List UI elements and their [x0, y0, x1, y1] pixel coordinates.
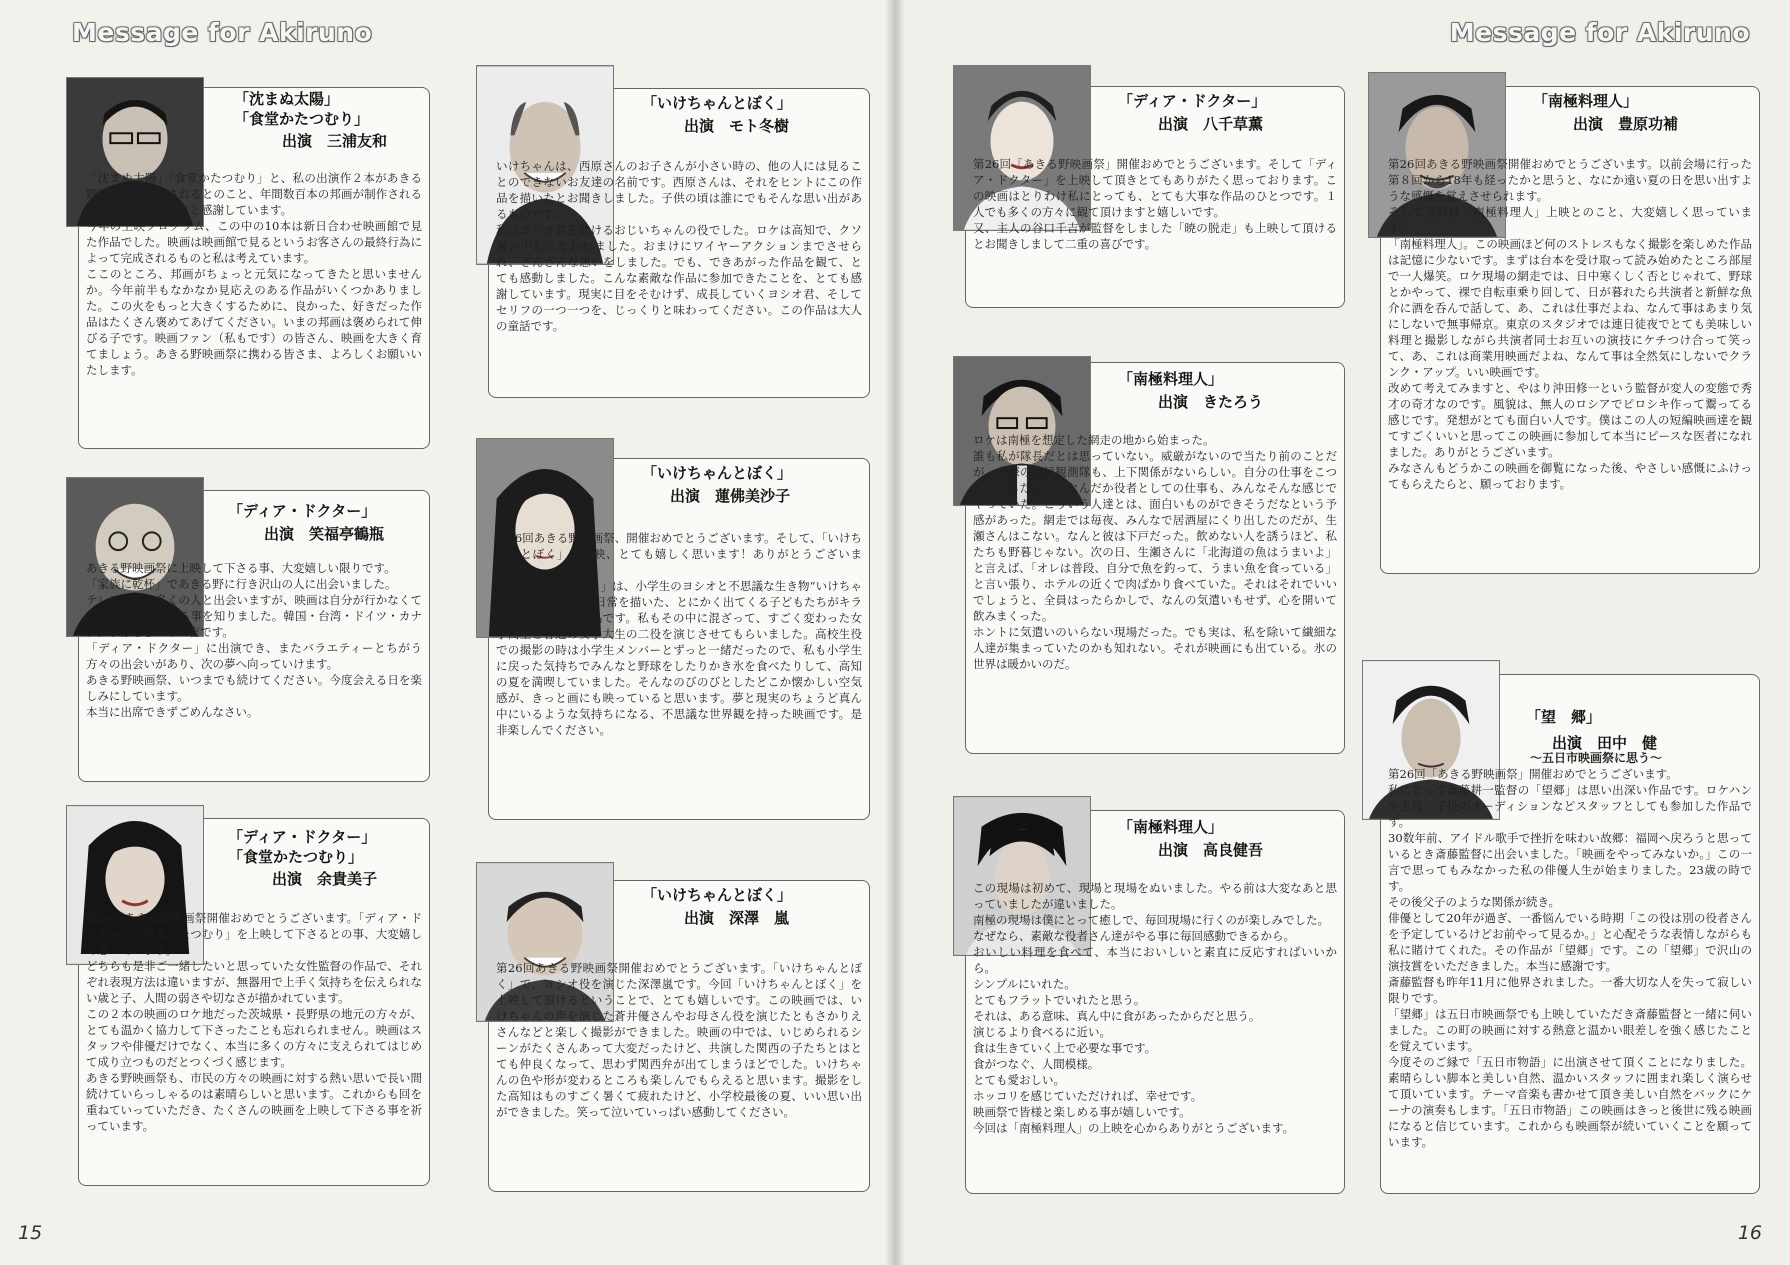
actor-name-tanaka: 出演 田中 健: [1552, 733, 1658, 752]
film-title-fukazawa: 「いけちゃんとぼく」: [642, 886, 793, 904]
message-text-hasumi: 第26回あきる野映画祭、開催おめでとうございます。そして、「いけちゃんとぼく」の上映、とても嬉しく思います！ありがとうございます。 「いけちゃんとぼく」は、小学生のヨシオと不思議な生き物“いけちゃん”を中心に様々な日常を描いた、とにかく出てくる子どもたちがキラキラ輝いている作品です。私もその中に混ざって、すごく変わった女子高生と普通の女子大生の二役を演じさせてもらいました。高校生役での撮影の時は小学生メンバーとずっと一緒だったので、私も小学生に戻った気持ちでみんなと野球をしたりかき氷を食べたりして、高知の夏を満喫していました。そんなのびのびとしたどこか懐かしい空気感が、きっと画にも映っていると思います。夢と現実のちょうど真ん中にいるような気持ちになる、不思議な世界観を持った映画です。是非楽しんでください。: [496, 531, 862, 737]
title-block-toyohara: [1533, 92, 1753, 134]
message-text-yachigusa: 第26回「あきる野映画祭」開催おめでとうございます。そして「ディア・ドクター」を上映して頂きとてもありがたく思っております。この映画はとりわけ私にとっても、とても大事な作品のひとつです。１人でも多くの方々に観て頂けますと嬉しいです。 又、主人の谷口千吉が監督をしました「暁の脱走」も上映して頂けるとお聞きしまして二重の喜びです。: [973, 157, 1337, 251]
title-block-hasumi: [642, 464, 862, 506]
title-block-kitaro: [1118, 370, 1338, 412]
message-text-shofukutei: あきる野映画祭に上映して下さる事、大変嬉しい限りです。 「家族に乾杯」であきる野に行き沢山の人に出会いました。 テレビ番組も多くの人と出会いますが、映画は自分が行かなくても世界を飛びまわる事を知りました。韓国・台湾・ドイツ・カナダ、すばらしいの一言です。 「ディア・ドクター」に出演でき、またバラエティーとちがう方々の出会いがあり、次の夢へ向っていけます。 あきる野映画祭、いつまでも続けてください。今度会える日を楽しみにしています。 本当に出席できずごめんなさい。: [86, 561, 422, 719]
message-text-yoki: 第26回あきる野映画祭開催おめでとうございます。「ディア・ドクター」・「食堂かたつむり」を上映して下さるとの事、大変嬉しく思っています。 どちらも是非ご一緒したいと思っていた女性監督の作品で、それぞれ表現方法は違いますが、無器用で上手く気持ちを伝えられない歳と子、人間の弱さや切なさが描かれています。 この２本の映画のロケ地だった茨城県・長野県の地元の方々が、とても温かく協力して下さったことも忘れられません。映画はスタッフや俳優だけでなく、本当に多くの方々に支えられてはじめて成り立つものだとつくづく感じます。 あきる野映画祭も、市民の方々の映画に対する熱い思いで長い間続けていらっしゃるのは素晴らしいと思います。これからも回を重ねていっていただき、たくさんの映画を上映して下さる事を祈っています。: [86, 911, 422, 1133]
title-block-miura: [234, 90, 424, 152]
actor-name-fukazawa: 出演 深澤 嵐: [684, 908, 790, 927]
left-page-header: Message for Akiruno: [72, 18, 373, 47]
title-block-moto: [642, 94, 862, 136]
message-body-tanaka: 第26回「あきる野映画祭」開催おめでとうございます。 私にとって斎藤耕一監督の「望郷」は思い出深い作品です。ロケハンや主役・子役のオーディションなどスタッフとしても参加した作品です。 30数年前、アイドル歌手で挫折を味わい故郷：福岡へ戻ろうと思っているとき斎藤監督に出会いました。「映画をやってみないか。」この一言で思ってもみなかった私の俳優人生が始まりました。23歳の時です。 その後父子のような関係が続き。 俳優として20年が過ぎ、一番悩んでいる時期「この役は別の役者さんを予定しているけどお前やって見るか。」と心配そうな表情しながらも私に賭けてくれた。その作品が「望郷」です。この「望郷」で沢山の演技賞をいただきました。本当に感謝です。 斎藤監督も昨年11月に他界されました。一番大切な人を失って寂しい限りです。 「望郷」は五日市映画祭でも上映していただき斎藤監督と一緒に伺いました。この町の映画に対する熱意と温かい眼差しを強く感じたことを覚えています。 今度そのご縁で「五日市物語」に出演させて頂くことになりました。素晴らしい脚本と美しい自然、温かいスタッフに囲まれ楽しく演らせて頂いています。テーマ音楽も書かせて頂き美しい自然をバックにケーナの演奏もします。「五日市物語」この映画はきっと後世に残る映画になると信じています。これからも映画祭が続いていくことを願っています。: [1388, 767, 1752, 1149]
message-text-tanaka: [1388, 734, 1752, 1188]
title-block-yachigusa: [1118, 92, 1338, 134]
actor-name-moto: 出演 モト冬樹: [684, 116, 790, 135]
title-block-kora: [1118, 818, 1338, 860]
title-block-yoki: [228, 828, 423, 890]
film-title-kitaro: 「南極料理人」: [1118, 370, 1224, 388]
page-gutter: [885, 0, 905, 1265]
message-text-miura: 「沈まぬ太陽」「食堂かたつむり」と、私の出演作２本があきる野映画祭で上映されるとのこと、年間数百本の邦画が制作される中、大変光栄なことと感謝しています。 今年の上映プログラム、この中の10本は新日合わせ映画館で見た作品でした。映画は映画館で見るというお客さんの最終行為によって完成されるものと私は考えています。 ここのところ、邦画がちょっと元気になってきたと思いませんか。今年前半もなかなか見応えのある作品がいくつかありました。この火をもっと大きくするために、良かった、好きだった作品はたくさん褒めてあげてください。いまの邦画は褒められて伸びる子です。映画ファン（私もです）の皆さん、映画を大きく育てましょう。あきる野映画祭に携わる皆さま、よろしくお願いいたします。: [86, 171, 422, 377]
actor-name-shofukutei: 出演 笑福亭鶴瓶: [264, 524, 385, 543]
message-text-moto: いけちゃんは、西原さんのお子さんが小さい時の、他の人には見ることのできないお友達の名前です。西原さんは、それをヒントにこの作品を描いたとお聞きしました。子供の頃は誰にでもそんな思い出があるものです。 私はヨシオ君を助けるおじいちゃんの役でした。ロケは高知で、クソ暑い中おこなわれました。おまけにワイヤーアクションまでさせられ、さんざんな思いをしました。でも、できあがった作品を観て、とても感動しました。こんな素敵な作品に参加できたことを、とても感謝しています。現実に目をそむけず、成長していくヨシオ君、そしてセリフの一つ一つを、じっくりと味わってください。この作品は大人の童話です。: [496, 159, 862, 333]
right-page-header: Message for Akiruno: [1449, 18, 1750, 47]
actor-name-hasumi: 出演 蓮佛美沙子: [670, 486, 791, 505]
film-title-yoki: 「ディア・ドクター」 「食堂かたつむり」: [228, 828, 377, 866]
message-text-fukazawa: 第26回あきる野映画祭開催おめでとうございます。「いけちゃんとぼく」で、ヨシオ役を演じた深澤嵐です。今回「いけちゃんとぼく」を上映して頂けるということで、とても嬉しいです。この映画では、いけちゃんの声を演じた蒼井優さんやお母さん役を演じたともさかりえさんなどと楽しく撮影ができました。映画の中では、いじめられるシーンがたくさんあって大変だったけど、共演した関西の子たちとはとても仲良くなって、思わず関西弁が出てしまうほどでした。いけちゃんの色や形が変わるところも楽しんでもらえると思います。撮影をした高知はものすごく暑くて疲れたけど、小学校最後の夏、いい思い出ができました。笑って泣いていっぱい感動してください。: [496, 961, 862, 1119]
actor-name-toyohara: 出演 豊原功補: [1573, 114, 1679, 133]
message-text-kora: この現場は初めて、現場と現場をぬいました。やる前は大変なあと思っていましたが違いました。 南極の現場は僕にとって癒しで、毎回現場に行くのが楽しみでした。 なぜなら、素敵な役者さん達がやる事に毎回感動できるから。 おいしい料理を食べて、本当においしいと素直に反応すればいいから。 シンプルにいれた。 とてもフラットでいれたと思う。 それは、ある意味、真ん中に食があったからだと思う。 演じるより食べるに近い。 食は生きていく上で必要な事です。 食がつなぐ、人間模様。 とても愛おしい。 ホッコリを感じていただければ、幸せです。 映画祭で皆様と楽しめる事が嬉しいです。 今回は「南極料理人」の上映を心からありがとうございます。: [973, 881, 1337, 1135]
page-number-right: 16: [1737, 1222, 1762, 1244]
actor-name-miura: 出演 三浦友和: [282, 132, 388, 150]
film-title-yachigusa: 「ディア・ドクター」: [1118, 92, 1267, 110]
title-block-fukazawa: [642, 886, 862, 928]
subtitle-tanaka: 〜五日市映画祭に思う〜: [1530, 751, 1663, 765]
film-title-kora: 「南極料理人」: [1118, 818, 1224, 836]
actor-name-yoki: 出演 余貴美子: [272, 870, 378, 888]
message-text-toyohara: 第26回あきる野映画祭開催おめでとうございます。以前会場に行った第８回から18年も経ったかと思うと、なにか遠い夏の日を思い出すような感慨を覚えさせられます。 そして今回は「南極料理人」上映とのこと、大変嬉しく思っています。 「南極料理人」。この映画ほど何のストレスもなく撮影を楽しめた作品は記憶に少ないです。まずは台本を受け取って読み始めたところ部屋で一人爆笑。ロケ現場の網走では、日中寒くしく否とじゃれて、野球とかやって、裸で自転車乗り回して、日が暮れたら共演者と新鮮な魚介に酒を呑んで話して、あ、これは仕事だよね、なんて事はあまり気にしないで無事帰京。東京のスタジオでは連日徒夜でとても美味しい料理と撮影しながら共演者同士お互いの演技にケチつけ合って笑って、あ、これは商業用映画だよね、なんて事は全然気にしないでクランク・アップ。いい映画です。 改めて考えてみますと、やはり沖田修一という監督が変人の変態で秀才の奇才なのです。風貌は、無人のロシアでピロシキ作って鬻ってる感じです。発想がとても面白い人です。僕はこの人の短編映画達を観てすごくいいと思ってこの映画に参加して本当にピースな医者になれました。ありがとうございます。 みなさんもどうかこの映画を御覧になった後、やさしい感慨にふけってもらえたらと、願っております。: [1388, 157, 1752, 491]
film-title-moto: 「いけちゃんとぼく」: [642, 94, 793, 112]
film-title-tanaka: 「望 郷」: [1526, 708, 1602, 726]
message-text-kitaro: ロケは南極を想定した網走の地から始まった。 誰も私が隊長だとは思っていない。威厳がないので当たり前のことだが、実際の南極観測隊も、上下関係がないらしい。自分の仕事をこつこつやるだけだ。なんだか役者としての仕事も、みんなそんな感じでやっていた。こういう人達とは、面白いものができそうだなという予感があった。網走では毎夜、みんなで居酒屋にくり出したのだが、生瀬さんはこない。なんと彼は下戸だった。飲めない人を誘うほど、私たちも野暮じゃない。次の日、生瀬さんに「北海道の魚はうまいよ」と言えば、「オレは普段、自分で魚を釣って、うまい魚を食っている」と言い張り、ホテルの近くで肉ばかり食べていた。それはそれでいいでしょうと、全員はったらかしで、なんの気遣いもせず、心を開いて飲みまくった。 ホントに気遣いのいらない現場だった。でも実は、私を除いて繊細な人達が集まっていたのかも知れない。それが映画にも出ている。氷の世界は暖かいのだ。: [973, 433, 1337, 671]
page-number-left: 15: [18, 1222, 43, 1244]
film-title-miura: 「沈まぬ太陽」 「食堂かたつむり」: [234, 90, 370, 128]
film-title-toyohara: 「南極料理人」: [1533, 92, 1639, 110]
film-title-shofukutei: 「ディア・ドクター」: [228, 502, 377, 520]
title-block-shofukutei: [228, 502, 423, 544]
actor-name-kora: 出演 高良健吾: [1158, 840, 1264, 859]
film-title-hasumi: 「いけちゃんとぼく」: [642, 464, 793, 482]
actor-name-yachigusa: 出演 八千草薫: [1158, 114, 1264, 133]
actor-name-kitaro: 出演 きたろう: [1158, 392, 1264, 411]
